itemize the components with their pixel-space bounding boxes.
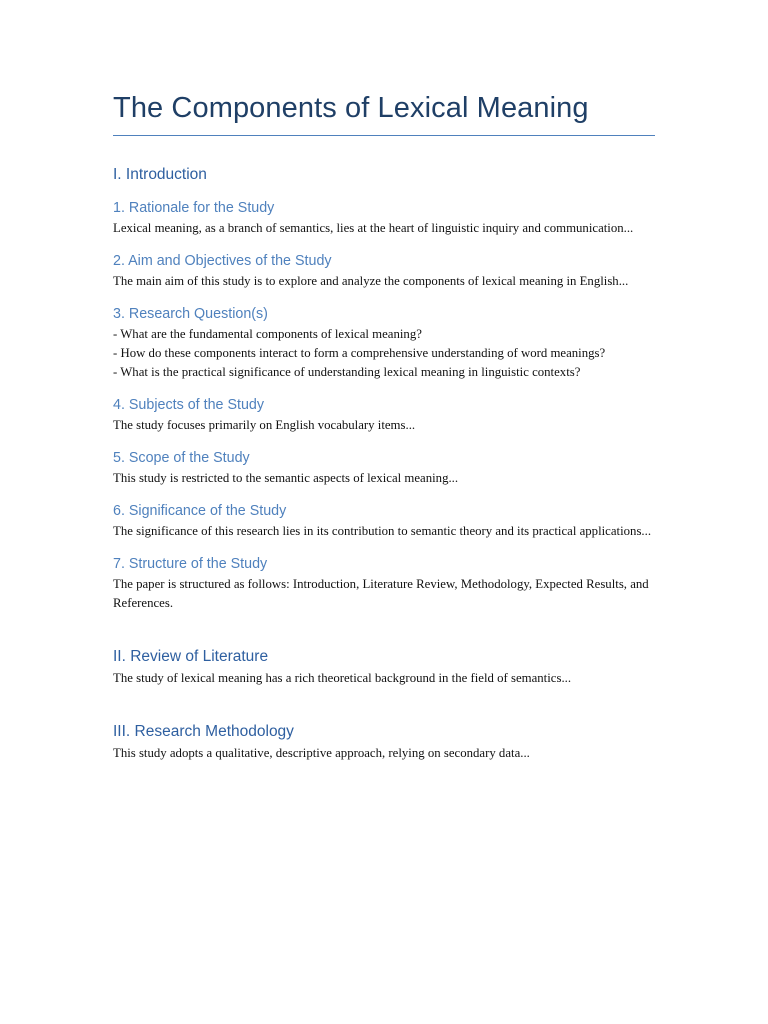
question-line: - What are the fundamental components of lexical meaning?: [113, 327, 422, 341]
subsection-significance: [113, 503, 655, 541]
subsection-heading: 7. Structure of the Study: [113, 556, 268, 572]
document-title: The Components of Lexical Meaning: [113, 92, 655, 136]
section-introduction: [113, 166, 655, 613]
subsection-subjects: [113, 397, 655, 435]
subsection-aim: [113, 253, 655, 291]
paragraph: This study adopts a qualitative, descriptive approach, relying on secondary data...: [113, 746, 530, 760]
section-literature: [113, 648, 655, 688]
paragraph: The study of lexical meaning has a rich theoretical background in the field of semantics...: [113, 671, 572, 685]
subsection-heading: 4. Subjects of the Study: [113, 397, 265, 413]
paragraph: The significance of this research lies in its contribution to semantic theory and its practical applications...: [113, 524, 652, 538]
subsection-heading: 5. Scope of the Study: [113, 450, 250, 466]
subsection-research-questions: [113, 306, 655, 382]
subsection-heading: 6. Significance of the Study: [113, 503, 287, 519]
subsection-heading: 1. Rationale for the Study: [113, 200, 275, 216]
section-heading-methodology: III. Research Methodology: [113, 723, 294, 740]
section-methodology: [113, 723, 655, 763]
paragraph: The main aim of this study is to explore and analyze the components of lexical meaning in English...: [113, 274, 629, 288]
subsection-rationale: [113, 200, 655, 238]
subsection-heading: 3. Research Question(s): [113, 306, 268, 322]
paragraph: This study is restricted to the semantic aspects of lexical meaning...: [113, 471, 459, 485]
section-heading-literature: II. Review of Literature: [113, 648, 269, 665]
question-line: - What is the practical significance of understanding lexical meaning in linguistic contexts?: [113, 365, 581, 379]
paragraph: The study focuses primarily on English vocabulary items...: [113, 418, 416, 432]
document-content: [113, 92, 655, 763]
section-heading-introduction: I. Introduction: [113, 166, 207, 183]
subsection-structure: [113, 556, 655, 613]
question-line: - How do these components interact to form a comprehensive understanding of word meanings?: [113, 346, 606, 360]
paragraph: The paper is structured as follows: Introduction, Literature Review, Methodology, Expected Results, and References.: [113, 577, 649, 610]
subsection-heading: 2. Aim and Objectives of the Study: [113, 253, 332, 269]
subsection-scope: [113, 450, 655, 488]
paragraph: Lexical meaning, as a branch of semantics, lies at the heart of linguistic inquiry and communication...: [113, 221, 634, 235]
